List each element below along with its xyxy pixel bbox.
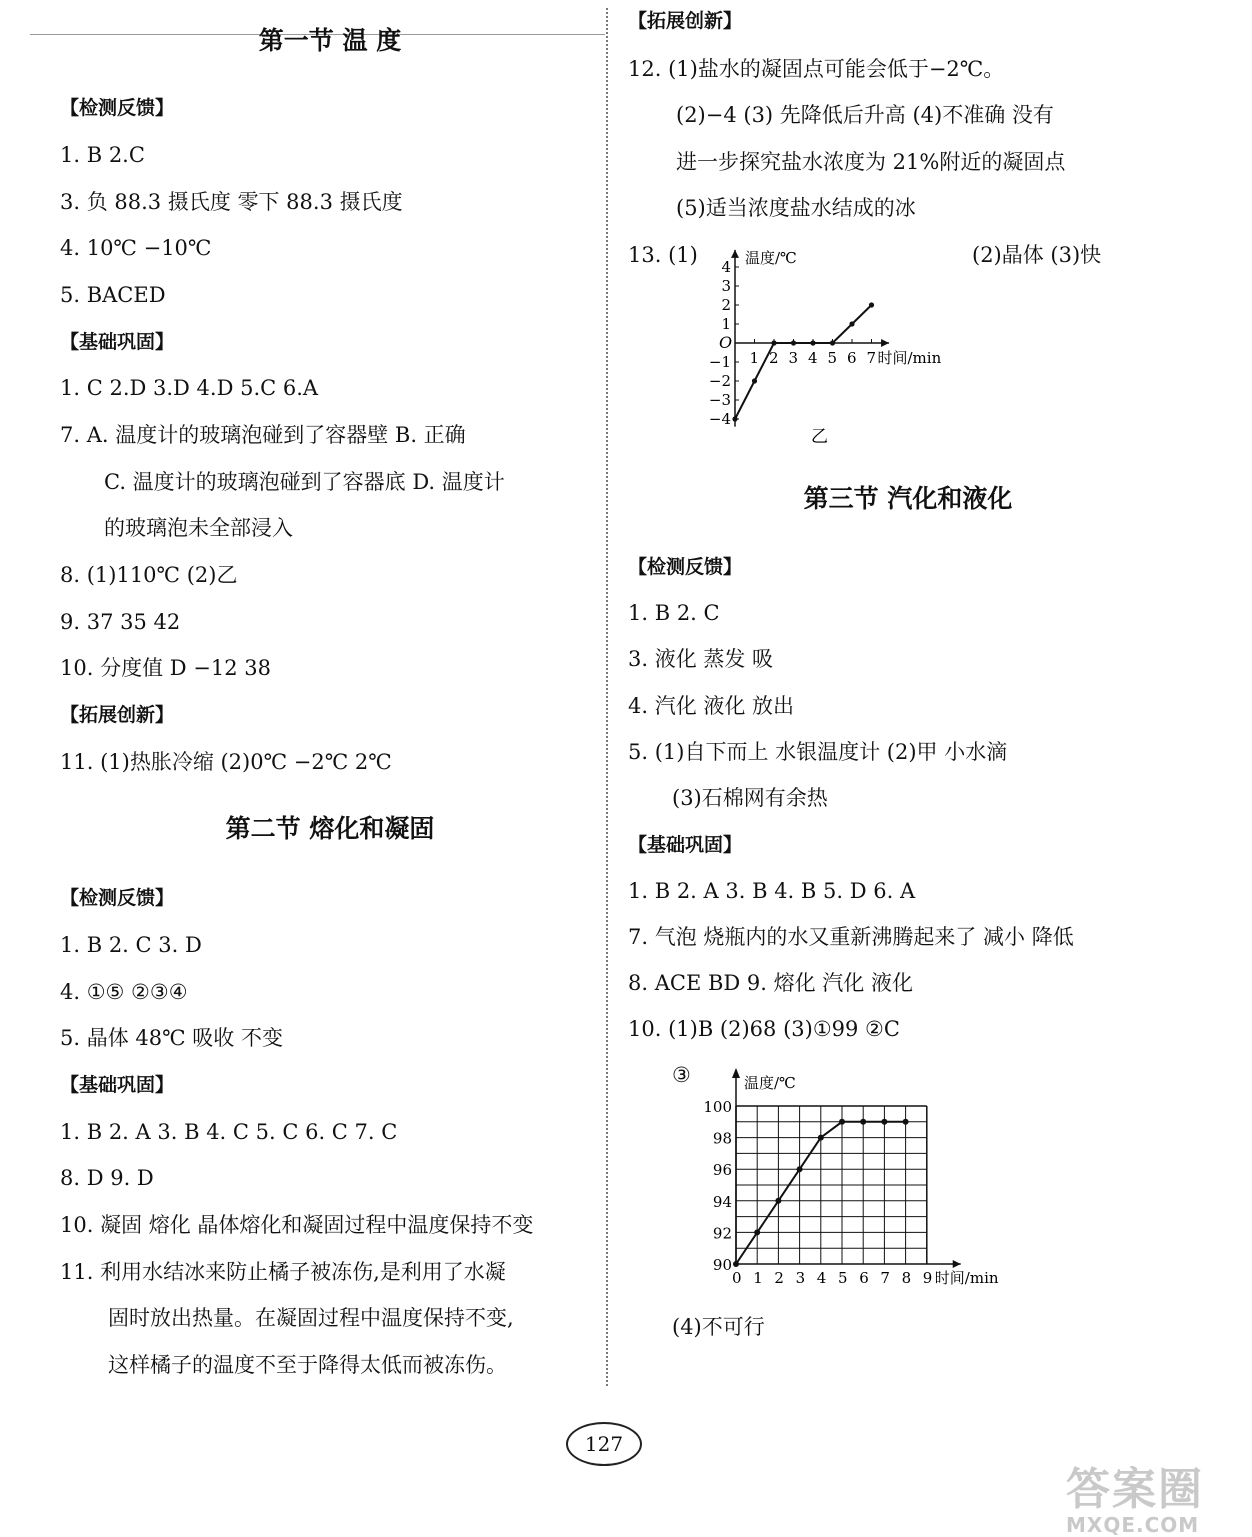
page-number: 127: [566, 1422, 642, 1466]
data-point: [869, 302, 874, 307]
y-axis-label: 温度/℃: [744, 1074, 796, 1092]
x-tick-label: 7: [880, 1269, 890, 1287]
section-header: 【基础巩固】: [628, 834, 743, 856]
answer-line: 1. B 2.C: [60, 143, 145, 167]
answer-line: 1. B 2. A 3. B 4. B 5. D 6. A: [628, 879, 916, 903]
answer-line: 4. ①⑤ ②③④: [60, 980, 188, 1004]
data-point: [860, 1119, 866, 1125]
answer-line: 5. 晶体 48℃ 吸收 不变: [60, 1026, 283, 1050]
x-tick-label: 2: [769, 349, 779, 367]
y-tick-label: 96: [712, 1161, 732, 1180]
answer-line: 1. C 2.D 3.D 4.D 5.C 6.A: [60, 376, 319, 400]
answer-line: 9. 37 35 42: [60, 610, 181, 634]
y-tick-label: −4: [708, 410, 731, 428]
data-point: [771, 340, 776, 345]
x-axis-arrow: [953, 1260, 961, 1268]
section-header: 【基础巩固】: [60, 1074, 175, 1096]
x-tick-label: 1: [753, 1269, 763, 1287]
y-axis-label: 温度/℃: [745, 249, 797, 268]
answer-line: ③: [672, 1063, 691, 1087]
x-tick-label: 5: [827, 349, 838, 367]
y-tick-label: −3: [708, 391, 731, 409]
origin-label: O: [719, 333, 733, 352]
data-point: [830, 340, 835, 345]
x-axis-label: 时间/min: [877, 349, 942, 367]
x-tick-label: 7: [866, 349, 877, 367]
x-tick-label: 3: [788, 349, 799, 367]
y-tick-label: 100: [703, 1098, 732, 1116]
x-tick-label: 2: [774, 1269, 784, 1287]
x-tick-label: 9: [922, 1269, 933, 1287]
answer-line: 10. 分度值 D −12 38: [60, 656, 271, 680]
section-title-vaporization: 第三节 汽化和液化: [803, 484, 1013, 513]
data-point: [903, 1119, 909, 1125]
y-axis-arrow: [731, 250, 739, 258]
answer-line: 8. (1)110℃ (2)乙: [60, 563, 238, 587]
answer-line: (4)不可行: [672, 1315, 765, 1339]
answer-line: 10. 凝固 熔化 晶体熔化和凝固过程中温度保持不变: [60, 1213, 534, 1237]
section-header: 【拓展创新】: [60, 704, 175, 726]
answer-line: 7. A. 温度计的玻璃泡碰到了容器壁 B. 正确: [60, 423, 466, 447]
data-point: [732, 416, 737, 421]
answer-line: 8. ACE BD 9. 熔化 汽化 液化: [628, 971, 913, 995]
x-tick-label: 6: [847, 349, 857, 367]
y-tick-label: 98: [712, 1129, 732, 1148]
answer-line: (2)−4 (3) 先降低后升高 (4)不准确 没有: [676, 103, 1054, 127]
x-tick-label: 5: [838, 1269, 848, 1287]
watermark-logo: 答案圈: [1066, 1464, 1204, 1515]
x-tick-label: 8: [901, 1269, 912, 1287]
data-point: [818, 1135, 824, 1141]
watermark: [1066, 1466, 1204, 1536]
y-tick-label: 1: [721, 315, 731, 333]
data-point: [752, 378, 757, 383]
answer-line: 7. 气泡 烧瓶内的水又重新沸腾起来了 减小 降低: [628, 925, 1074, 949]
watermark-url: MXQE.COM: [1066, 1513, 1200, 1537]
answer-line: (2)晶体 (3)快: [972, 243, 1102, 267]
answer-line: C. 温度计的玻璃泡碰到了容器底 D. 温度计: [104, 470, 505, 494]
data-point: [733, 1261, 739, 1267]
answer-line: 1. B 2. A 3. B 4. C 5. C 6. C 7. C: [60, 1120, 398, 1144]
data-point: [754, 1229, 760, 1235]
y-tick-label: 3: [721, 277, 731, 295]
answer-line: 11. 利用水结冰来防止橘子被冻伤,是利用了水凝: [60, 1260, 506, 1284]
answer-line: 3. 负 88.3 摄氏度 零下 88.3 摄氏度: [60, 190, 403, 214]
x-axis-arrow: [881, 339, 889, 347]
y-axis-arrow: [732, 1068, 740, 1078]
data-point: [791, 340, 796, 345]
data-point: [839, 1119, 845, 1125]
answer-line: 1. B 2. C 3. D: [60, 933, 202, 957]
answer-line: (3)石棉网有余热: [672, 786, 828, 810]
y-tick-label: 4: [721, 258, 731, 276]
x-tick-label: 4: [808, 349, 818, 367]
x-tick-label: 6: [859, 1269, 869, 1287]
answer-line: 5. BACED: [60, 283, 166, 307]
x-tick-label: 3: [795, 1269, 806, 1287]
answer-line: 13. (1): [628, 243, 698, 267]
data-point: [797, 1166, 803, 1172]
y-tick-label: 2: [721, 296, 731, 314]
y-tick-label: −2: [708, 372, 731, 390]
section-title-melting: 第二节 熔化和凝固: [225, 814, 435, 843]
answer-line: 3. 液化 蒸发 吸: [628, 647, 774, 671]
x-tick-label: 1: [749, 349, 760, 367]
temperature-time-chart-yi: [708, 240, 963, 450]
answer-line: 4. 10℃ −10℃: [60, 236, 212, 260]
answer-line: 的玻璃泡未全部浸入: [104, 516, 293, 540]
section-title-temperature: 第一节 温 度: [258, 26, 402, 55]
answer-line: 4. 汽化 液化 放出: [628, 694, 795, 718]
data-point: [849, 321, 854, 326]
answer-line: 这样橘子的温度不至于降得太低而被冻伤。: [108, 1353, 507, 1377]
y-tick-label: 92: [712, 1224, 732, 1243]
answer-line: 12. (1)盐水的凝固点可能会低于−2℃。: [628, 57, 1005, 81]
section-header: 【拓展创新】: [628, 10, 743, 32]
section-header: 【检测反馈】: [628, 556, 743, 578]
answer-line: 固时放出热量。在凝固过程中温度保持不变,: [108, 1306, 514, 1330]
y-tick-label: −1: [708, 353, 731, 371]
answer-line: 5. (1)自下而上 水银温度计 (2)甲 小水滴: [628, 740, 1008, 764]
y-tick-label: 94: [712, 1192, 732, 1211]
answer-line: 11. (1)热胀冷缩 (2)0℃ −2℃ 2℃: [60, 750, 392, 774]
x-tick-label: 4: [816, 1269, 827, 1287]
answer-line: (5)适当浓度盐水结成的冰: [676, 196, 916, 220]
answer-line: 8. D 9. D: [60, 1166, 154, 1190]
x-axis-label: 时间/min: [934, 1269, 999, 1287]
temperature-time-chart-boiling: [698, 1062, 1028, 1294]
x-tick-label: 0: [732, 1269, 742, 1287]
answer-line: 1. B 2. C: [628, 601, 720, 625]
chart-caption: 乙: [811, 427, 828, 447]
data-point: [775, 1198, 781, 1204]
column-divider: [606, 8, 608, 1386]
section-header: 【基础巩固】: [60, 331, 175, 353]
answer-line: 10. (1)B (2)68 (3)①99 ②C: [628, 1017, 900, 1041]
y-tick-label: 90: [712, 1256, 732, 1274]
data-point: [810, 340, 815, 345]
section-header: 【检测反馈】: [60, 887, 175, 909]
data-point: [881, 1119, 887, 1125]
answer-line: 进一步探究盐水浓度为 21%附近的凝固点: [676, 150, 1066, 174]
section-header: 【检测反馈】: [60, 97, 175, 119]
